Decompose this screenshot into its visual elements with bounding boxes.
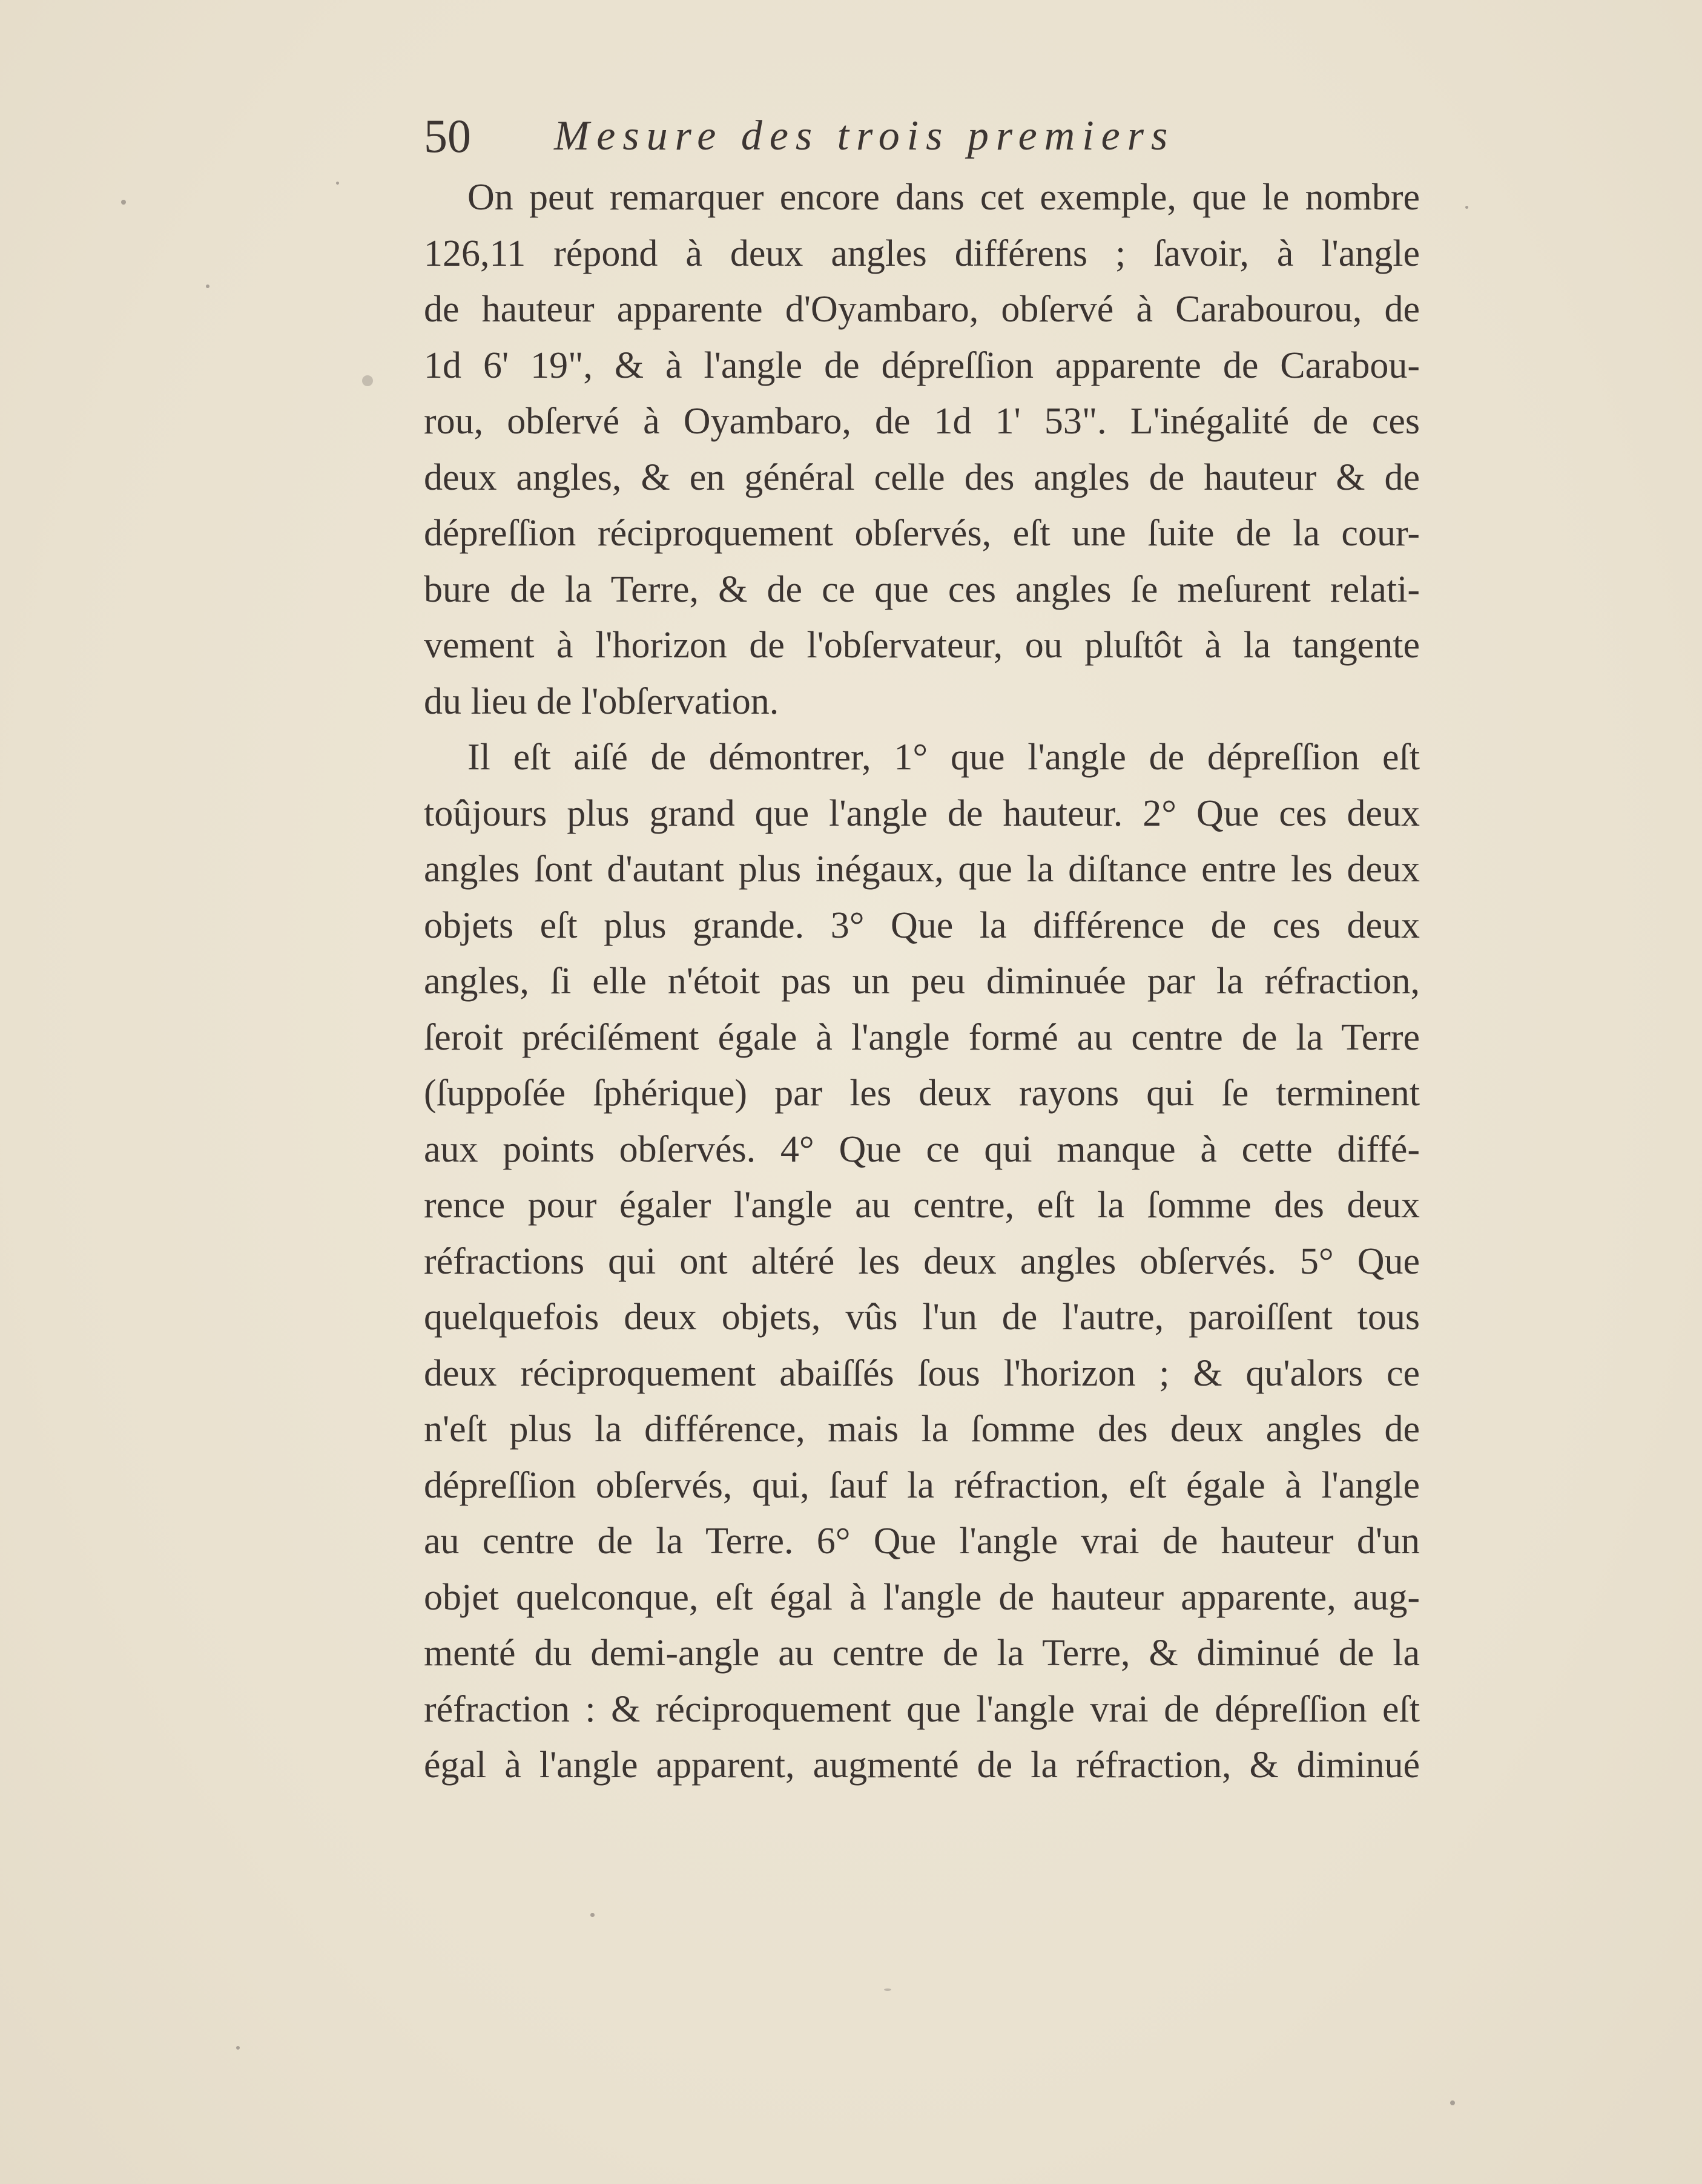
text-line: dépreſſion obſervés, qui, ſauf la réfraction, eſt égale à l'angle xyxy=(424,1464,1420,1506)
page-number: 50 xyxy=(424,110,471,162)
text-line: toûjours plus grand que l'angle de hauteur. 2° Que ces deux xyxy=(424,792,1420,834)
running-head: Mesure des trois premiers xyxy=(554,113,1175,159)
text-line: dépreſſion réciproquement obſervés, eſt une ſuite de la cour- xyxy=(424,513,1420,554)
paper-speck xyxy=(1465,206,1468,209)
paragraph-2 xyxy=(424,729,1420,1794)
text-line: égal à l'angle apparent, augmenté de la réfraction, & diminué xyxy=(424,1745,1420,1786)
text-line: Il eſt aiſé de démontrer, 1° que l'angle de dépreſſion eſt xyxy=(467,737,1420,778)
text-line: bure de la Terre, & de ce que ces angles ſe meſurent relati- xyxy=(424,568,1420,610)
text-line: angles ſont d'autant plus inégaux, que la diſtance entre les deux xyxy=(424,849,1420,890)
text-line: On peut remarquer encore dans cet exemple, que le nombre xyxy=(467,177,1420,218)
text-line: réfraction : & réciproquement que l'angle vrai de dépreſſion eſt xyxy=(424,1688,1420,1730)
text-line: aux points obſervés. 4° Que ce qui manque à cette diffé- xyxy=(424,1128,1420,1170)
text-line: n'eſt plus la différence, mais la ſomme des deux angles de xyxy=(424,1409,1420,1450)
paper-speck xyxy=(336,182,339,185)
text-line: (ſuppoſée ſphérique) par les deux rayons qui ſe terminent xyxy=(424,1073,1420,1114)
paper-speck xyxy=(590,1913,595,1917)
text-line: au centre de la Terre. 6° Que l'angle vrai de hauteur d'un xyxy=(424,1521,1420,1562)
text-line: ſeroit préciſément égale à l'angle formé au centre de la Terre xyxy=(424,1016,1420,1058)
text-line: deux réciproquement abaiſſés ſous l'horizon ; & qu'alors ce xyxy=(424,1352,1420,1394)
body-text xyxy=(424,169,1420,1794)
text-line: de hauteur apparente d'Oyambaro, obſervé à Carabourou, de xyxy=(424,289,1420,330)
text-line: objet quelconque, eſt égal à l'angle de hauteur apparente, aug- xyxy=(424,1576,1420,1618)
paper-speck xyxy=(236,2046,240,2050)
paper-speck xyxy=(206,285,209,288)
text-line: menté du demi-angle au centre de la Terre, & diminué de la xyxy=(424,1633,1420,1674)
text-line: 126,11 répond à deux angles différens ; ſavoir, à l'angle xyxy=(424,232,1420,274)
text-line: deux angles, & en général celle des angles de hauteur & de xyxy=(424,456,1420,498)
paper-speck xyxy=(121,200,126,205)
text-line: rou, obſervé à Oyambaro, de 1d 1' 53". L'inégalité de ces xyxy=(424,401,1420,442)
text-line: angles, ſi elle n'étoit pas un peu diminuée par la réfraction, xyxy=(424,961,1420,1002)
text-line: 1d 6' 19", & à l'angle de dépreſſion apparente de Carabou- xyxy=(424,344,1420,386)
paper-speck xyxy=(362,375,373,386)
page-header xyxy=(424,103,1296,169)
paper-speck xyxy=(1450,2100,1455,2105)
paragraph-1 xyxy=(424,169,1420,729)
text-line: vement à l'horizon de l'obſervateur, ou pluſtôt à la tangente xyxy=(424,625,1420,666)
text-line: quelquefois deux objets, vûs l'un de l'autre, paroiſſent tous xyxy=(424,1297,1420,1338)
text-line: objets eſt plus grande. 3° Que la différence de ces deux xyxy=(424,904,1420,946)
paper-speck xyxy=(884,1988,891,1991)
text-line: rence pour égaler l'angle au centre, eſt la ſomme des deux xyxy=(424,1185,1420,1226)
text-line: du lieu de l'obſervation. xyxy=(424,680,779,722)
text-line: réfractions qui ont altéré les deux angles obſervés. 5° Que xyxy=(424,1240,1420,1282)
